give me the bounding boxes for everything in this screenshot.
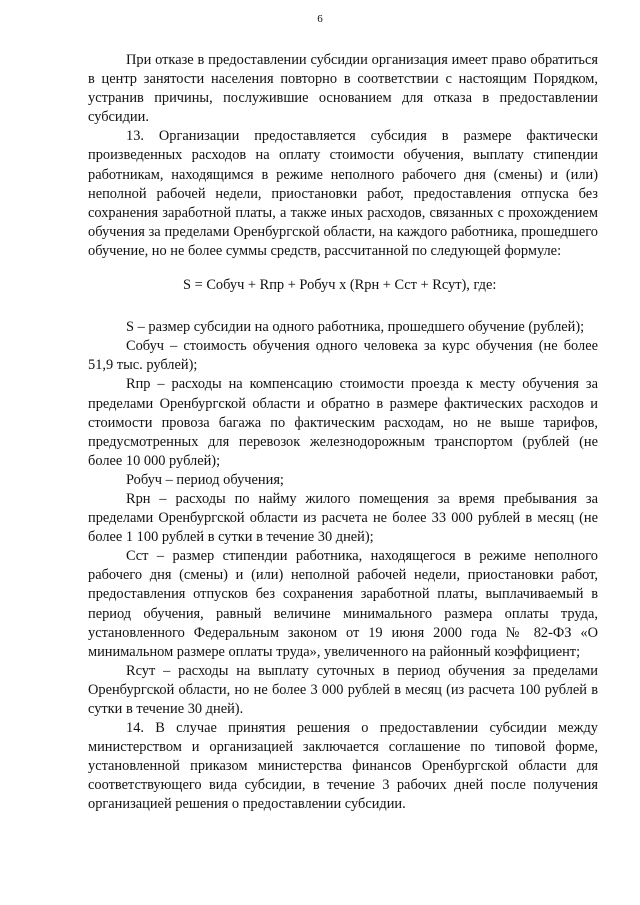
definition-robuch: Робуч – период обучения;: [126, 471, 284, 488]
definition-s: S – размер субсидии на одного работника, прошедшего обучение (рублей);: [126, 319, 585, 336]
subsidy-formula: S = Собуч + Rпр + Робуч х (Rрн + Сст + Rсут), где:: [183, 277, 497, 294]
definition-rpr: Rпр – расходы на компенсацию стоимости проезда к месту обучения за пределами Оренбургской области и обратно в размере фактических расходов и стоимости провоза багажа по фактическим расходам, но не выше тарифов, предусмотренных для перевозок железнодорожным транспортом (рублей (не более 10 000 рублей);: [88, 376, 598, 469]
page-number: 6: [317, 13, 323, 25]
document-body: [88, 51, 598, 815]
paragraph-14: 14. В случае принятия решения о предоставлении субсидии между министерством и организацией заключается соглашение по типовой форме, установленной приказом министерства финансов Оренбургской области для соответствующего вида субсидии, в течение 3 рабочих дней после получения организацией решения о предоставлении субсидии.: [88, 720, 598, 813]
definition-sobuch: Собуч – стоимость обучения одного человека за курс обучения (не более 51,9 тыс. рублей);: [88, 338, 598, 374]
definition-sst: Сст – размер стипендии работника, находящегося в режиме неполного рабочего дня (смены) и (или) неполной рабочей недели, приостановки работ, предоставления отпусков без сохранения заработной платы, выплачиваемый в период обучения, равный величине минимального размера оплаты труда, установленного Федеральным законом от 19 июня 2000 года № 82-ФЗ «О минимальном размере оплаты труда», увеличенного на районный коэффициент;: [88, 548, 598, 660]
definition-rsut: Rсут – расходы на выплату суточных в период обучения за пределами Оренбургской области, но не более 3 000 рублей в месяц (из расчета 100 рублей в сутки в течение 30 дней).: [88, 662, 598, 717]
paragraph-13: 13. Организации предоставляется субсидия в размере фактически произведенных расходов на оплату стоимости обучения, выплату стипендии работникам, находящимся в режиме неполного рабочего дня (смены) и (или) неполной рабочей недели, приостановки работ, предоставления отпуска без сохранения заработной платы, а также иных расходов, связанных с прохождением обучения за пределами Оренбургской области, на каждого работника, прошедшего обучение, но не более суммы средств, рассчитанной по следующей формуле:: [88, 128, 598, 259]
paragraph-refusal: При отказе в предоставлении субсидии организация имеет право обратиться в центр занятости населения повторно в соответствии с настоящим Порядком, устранив причины, послужившие основанием для отказа в предоставлении субсидии.: [88, 52, 598, 126]
definition-rrn: Rрн – расходы по найму жилого помещения за время пребывания за пределами Оренбургской области из расчета не более 33 000 рублей в месяц (не более 1 100 рублей в сутки в течение 30 дней);: [88, 490, 598, 546]
